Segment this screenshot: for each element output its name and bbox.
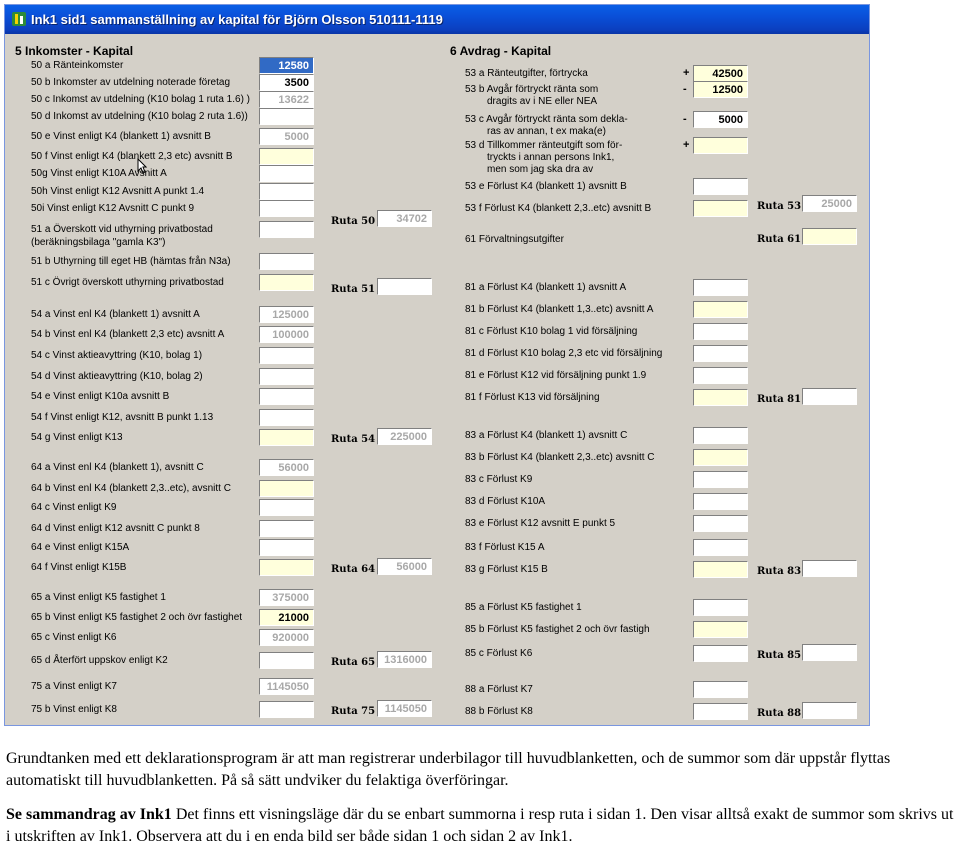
field-label: 51 b Uthyrning till eget HB (hämtas från N3a) [31,256,231,267]
amount-input[interactable] [259,429,314,446]
field-label: 65 a Vinst enligt K5 fastighet 1 [31,592,166,603]
amount-input[interactable] [259,108,314,125]
amount-input[interactable] [693,681,748,698]
field-label: (beräkningsbilaga "gamla K3") [31,237,166,248]
field-label: 50 f Vinst enligt K4 (blankett 2,3 etc) avsnitt B [31,151,233,162]
ruta-total-field[interactable]: 56000 [377,558,432,575]
field-label: 65 d Återfört uppskov enligt K2 [31,655,168,666]
amount-input[interactable]: 125000 [259,306,314,323]
window-title: Ink1 sid1 sammanställning av kapital för Björn Olsson 510111-1119 [31,12,443,27]
amount-input[interactable]: 13622 [259,91,314,108]
field-label: 81 a Förlust K4 (blankett 1) avsnitt A [465,282,627,293]
amount-input[interactable] [259,347,314,364]
amount-input[interactable] [693,449,748,466]
amount-input[interactable] [693,599,748,616]
ruta-total-field[interactable] [802,388,857,405]
field-label: 53 d Tillkommer ränteutgift som för- [465,140,623,151]
field-label: 83 d Förlust K10A [465,496,546,507]
amount-input[interactable] [693,471,748,488]
field-label: 83 e Förlust K12 avsnitt E punkt 5 [465,518,616,529]
app-window [4,4,870,726]
field-label: 54 c Vinst aktieavyttring (K10, bolag 1) [31,350,203,361]
ruta-label: Ruta 65 [331,657,376,668]
field-label: dragits av i NE eller NEA [487,96,598,107]
field-label: 50 e Vinst enligt K4 (blankett 1) avsnitt B [31,131,211,142]
amount-input[interactable] [693,279,748,296]
amount-input[interactable]: 21000 [259,609,314,626]
field-label: 81 c Förlust K10 bolag 1 vid försäljning [465,326,638,337]
field-label: 83 f Förlust K15 A [465,542,545,553]
field-label: 81 e Förlust K12 vid försäljning punkt 1.9 [465,370,647,381]
sign-indicator: + [683,139,690,151]
amount-input[interactable]: 56000 [259,459,314,476]
field-label: 75 a Vinst enligt K7 [31,681,117,692]
amount-input[interactable]: 1145050 [259,678,314,695]
title-bar[interactable] [5,5,869,34]
caption-paragraph-1: Grundtanken med ett deklarationsprogram är att man registrerar underbilagor till huvudblanketten, och de summor som där uppstår flyttas automatiskt till huvudblanketten. På så sätt undviker du felaktiga överföringar. [6,750,891,789]
field-label: men som jag ska dra av [487,164,594,175]
field-label: 81 f Förlust K13 vid försäljning [465,392,600,403]
field-label: 65 c Vinst enligt K6 [31,632,117,643]
amount-input[interactable]: 12500 [693,81,748,98]
amount-input[interactable] [259,274,314,291]
amount-input[interactable]: 5000 [259,128,314,145]
form-area [5,34,869,725]
amount-input[interactable] [259,409,314,426]
amount-input[interactable] [259,148,314,165]
field-label: 64 b Vinst enl K4 (blankett 2,3..etc), avsnitt C [31,483,231,494]
ruta-total-field[interactable] [802,560,857,577]
field-label: 54 e Vinst enligt K10a avsnitt B [31,391,170,402]
amount-input[interactable] [259,480,314,497]
ruta-label: Ruta 51 [331,284,376,295]
amount-input[interactable]: 375000 [259,589,314,606]
ruta-label: Ruta 81 [757,394,802,405]
amount-input[interactable]: 3500 [259,74,314,91]
field-label: 85 b Förlust K5 fastighet 2 och övr fastigh [465,624,650,635]
field-label: 54 a Vinst enl K4 (blankett 1) avsnitt A [31,309,200,320]
field-label: 50 c Inkomst av utdelning (K10 bolag 1 ruta 1.6) ) [31,94,251,105]
sign-indicator: + [683,67,690,79]
amount-input[interactable]: 42500 [693,65,748,82]
amount-input[interactable] [693,137,748,154]
amount-input[interactable] [693,323,748,340]
amount-input[interactable] [693,178,748,195]
amount-input[interactable] [693,301,748,318]
amount-input[interactable] [259,183,314,200]
ruta-total-field[interactable] [802,702,857,719]
field-label: 51 c Övrigt överskott uthyrning privatbostad [31,277,224,288]
field-label: 53 c Avgår förtryckt ränta som dekla- [465,114,628,125]
ruta-label: Ruta 50 [331,216,376,227]
amount-input[interactable] [259,200,314,217]
amount-input[interactable] [693,561,748,578]
field-label: 65 b Vinst enligt K5 fastighet 2 och övr fastighet [31,612,243,623]
amount-input[interactable] [693,703,748,720]
ruta-total-field[interactable]: 34702 [377,210,432,227]
field-label: 64 d Vinst enligt K12 avsnitt C punkt 8 [31,523,200,534]
section-heading-income: 5 Inkomster - Kapital [15,44,134,58]
field-label: 51 a Överskott vid uthyrning privatbostad [31,224,213,235]
ruta-total-field[interactable]: 1316000 [377,651,432,668]
amount-input[interactable] [693,515,748,532]
sign-indicator: - [683,83,687,95]
sign-indicator: - [683,113,687,125]
amount-input[interactable] [259,520,314,537]
amount-input[interactable] [693,389,748,406]
amount-input[interactable]: 12580 [259,57,314,74]
ruta-total-field[interactable] [377,278,432,295]
amount-input[interactable]: 920000 [259,629,314,646]
amount-input[interactable] [693,200,748,217]
amount-input[interactable] [259,388,314,405]
ruta-label: Ruta 88 [757,708,802,719]
amount-input[interactable] [693,621,748,638]
amount-input[interactable] [259,701,314,718]
field-label: 50 a Ränteinkomster [31,60,124,71]
amount-input[interactable] [693,367,748,384]
amount-input[interactable] [259,559,314,576]
ruta-label: Ruta 83 [757,566,802,577]
field-label: 83 a Förlust K4 (blankett 1) avsnitt C [465,430,628,441]
caption-bold-lead: Se sammandrag av Ink1 [6,806,172,823]
field-label: 54 g Vinst enligt K13 [31,432,123,443]
field-label: 64 c Vinst enligt K9 [31,502,117,513]
caption-paragraph-2-text: Det finns ett visningsläge där du se enbart summorna i resp ruta i sidan 1. Den visar alltså exakt de summor som skrivs ut i utskriften av Ink1. Observera att du i en enda bild ser både sidan 1 och sidan 2 av Ink1. [6,806,954,845]
caption-paragraph-2 [6,804,956,848]
field-label: 54 b Vinst enl K4 (blankett 2,3 etc) avsnitt A [31,329,225,340]
field-label: 88 a Förlust K7 [465,684,533,695]
amount-input[interactable] [693,427,748,444]
ruta-total-field[interactable]: 225000 [377,428,432,445]
field-label: 61 Förvaltningsutgifter [465,234,564,245]
amount-input[interactable]: 100000 [259,326,314,343]
field-label: 53 a Ränteutgifter, förtrycka [465,68,588,79]
ruta-total-field[interactable]: 25000 [802,195,857,212]
field-label: 81 d Förlust K10 bolag 2,3 etc vid försäljning [465,348,663,359]
ruta-total-field[interactable]: 1145050 [377,700,432,717]
field-label: 81 b Förlust K4 (blankett 1,3..etc) avsnitt A [465,304,654,315]
field-label: 64 f Vinst enligt K15B [31,562,127,573]
field-label: ras av annan, t ex maka(e) [487,126,606,137]
field-label: 50g Vinst enligt K10A Avsnitt A [31,168,167,179]
ruta-label: Ruta 64 [331,564,376,575]
field-label: 50h Vinst enligt K12 Avsnitt A punkt 1.4 [31,186,205,197]
field-label: 75 b Vinst enligt K8 [31,704,117,715]
app-icon [11,11,27,27]
field-label: 64 e Vinst enligt K15A [31,542,130,553]
ruta-total-field[interactable] [802,644,857,661]
field-label: 53 f Förlust K4 (blankett 2,3..etc) avsnitt B [465,203,652,214]
amount-input[interactable] [693,645,748,662]
field-label: 88 b Förlust K8 [465,706,533,717]
field-label: 53 e Förlust K4 (blankett 1) avsnitt B [465,181,627,192]
ruta-label: Ruta 85 [757,650,802,661]
field-label: 83 c Förlust K9 [465,474,533,485]
amount-input[interactable] [259,652,314,669]
field-label: 83 b Förlust K4 (blankett 2,3..etc) avsnitt C [465,452,655,463]
field-label: 85 c Förlust K6 [465,648,533,659]
ruta-label: Ruta 75 [331,706,376,717]
field-label: 54 f Vinst enligt K12, avsnitt B punkt 1.13 [31,412,214,423]
amount-input[interactable] [259,221,314,238]
ruta-label: Ruta 54 [331,434,376,445]
ruta-label: Ruta 53 [757,201,802,212]
amount-input[interactable]: 5000 [693,111,748,128]
field-label: 54 d Vinst aktieavyttring (K10, bolag 2) [31,371,203,382]
field-label: 50 d Inkomst av utdelning (K10 bolag 2 ruta 1.6)) [31,111,248,122]
caption-text [6,748,956,860]
amount-input[interactable] [693,539,748,556]
field-label: 64 a Vinst enl K4 (blankett 1), avsnitt C [31,462,204,473]
ruta-total-field[interactable] [802,228,857,245]
amount-input[interactable] [693,493,748,510]
field-label: tryckts i annan persons Ink1, [487,152,615,163]
field-label: 50i Vinst enligt K12 Avsnitt C punkt 9 [31,203,195,214]
field-label: 53 b Avgår förtryckt ränta som [465,84,599,95]
amount-input[interactable] [259,499,314,516]
section-heading-deductions: 6 Avdrag - Kapital [450,44,552,58]
field-label: 50 b Inkomster av utdelning noterade företag [31,77,231,88]
amount-input[interactable] [259,539,314,556]
amount-input[interactable] [693,345,748,362]
amount-input[interactable] [259,165,314,182]
field-label: 83 g Förlust K15 B [465,564,548,575]
field-label: 85 a Förlust K5 fastighet 1 [465,602,582,613]
amount-input[interactable] [259,368,314,385]
amount-input[interactable] [259,253,314,270]
ruta-label: Ruta 61 [757,234,802,245]
